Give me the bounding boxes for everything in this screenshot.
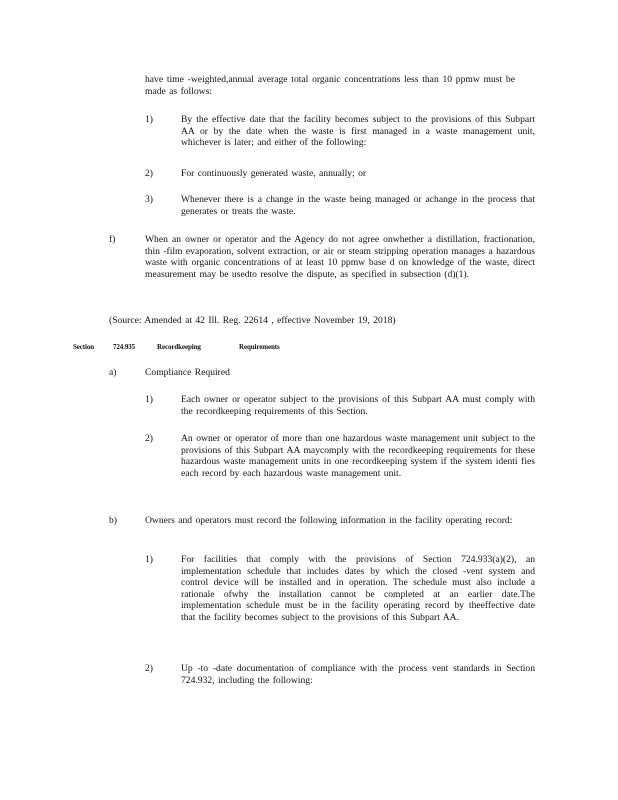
item-a2-number: 2) <box>145 433 153 444</box>
item-b1-text: For facilities that comply with the provisions of Section 724.933(a)(2), an implementation schedule that includes dates by which the closed -vent system and control device will be installed and in operation. The schedule must also include a rationale ofwhy the installation cannot be completed at an earlier date.The implementation schedule must be in the facility operating record by theeffective date that the facility becomes subject to the provisions of this Subpart AA. <box>181 554 535 623</box>
section-word: Section <box>73 343 95 351</box>
item-b2-number: 2) <box>145 663 153 674</box>
item-e1-number: 1) <box>145 114 153 125</box>
item-a1-number: 1) <box>145 394 153 405</box>
item-b1-number: 1) <box>145 554 153 565</box>
item-e2-text: For continuously generated waste, annually; or <box>181 168 367 179</box>
para-f-text: When an owner or operator and the Agency do not agree onwhether a distillation, fractionation, thin -film evaporation, solvent extraction, or air or steam stripping operation manages a hazardous waste with organic concentrations of at least 10 ppmw base d on knowledge of the waste, direct measurement may be usedto resolve the dispute, as specified in subsection (d)(1). <box>145 234 535 280</box>
source-note: (Source: Amended at 42 Ill. Reg. 22614 , effective November 19, 2018) <box>109 315 396 326</box>
continuation-paragraph: have time -weighted,annual average total organic concentrations less than 10 ppmw must be made as follows: <box>145 74 515 97</box>
para-b-text: Owners and operators must record the following information in the facility operating record: <box>145 515 513 526</box>
item-a1-text: Each owner or operator subject to the provisions of this Subpart AA must comply with the recordkeeping requirements of this Section. <box>181 394 535 417</box>
item-e2-number: 2) <box>145 168 153 179</box>
para-a-heading: Compliance Required <box>145 367 230 378</box>
section-title-requirements: Requirements <box>239 343 280 351</box>
para-b-label: b) <box>109 515 117 526</box>
item-e3-number: 3) <box>145 194 153 205</box>
item-b2-text: Up -to -date documentation of compliance with the process vent standards in Section 724.932, including the following: <box>181 663 535 686</box>
item-e3-text: Whenever there is a change in the waste being managed or achange in the process that generates or treats the waste. <box>181 194 535 217</box>
para-a-label: a) <box>109 367 117 378</box>
para-f-label: f) <box>109 234 116 245</box>
section-title-recordkeeping: Recordkeeping <box>157 343 201 351</box>
item-a2-text: An owner or operator of more than one hazardous waste management unit subject to the provisions of this Subpart AA maycomply with the recordkeeping requirements for these hazardous waste management units in one recordkeeping system if the system identi fies each record by each hazardous waste management unit. <box>181 433 535 479</box>
item-e1-text: By the effective date that the facility becomes subject to the provisions of this Subpart AA or by the date when the waste is first managed in a waste management unit, whichever is later; and either of the following: <box>181 114 535 148</box>
section-number: 724.935 <box>113 343 136 351</box>
